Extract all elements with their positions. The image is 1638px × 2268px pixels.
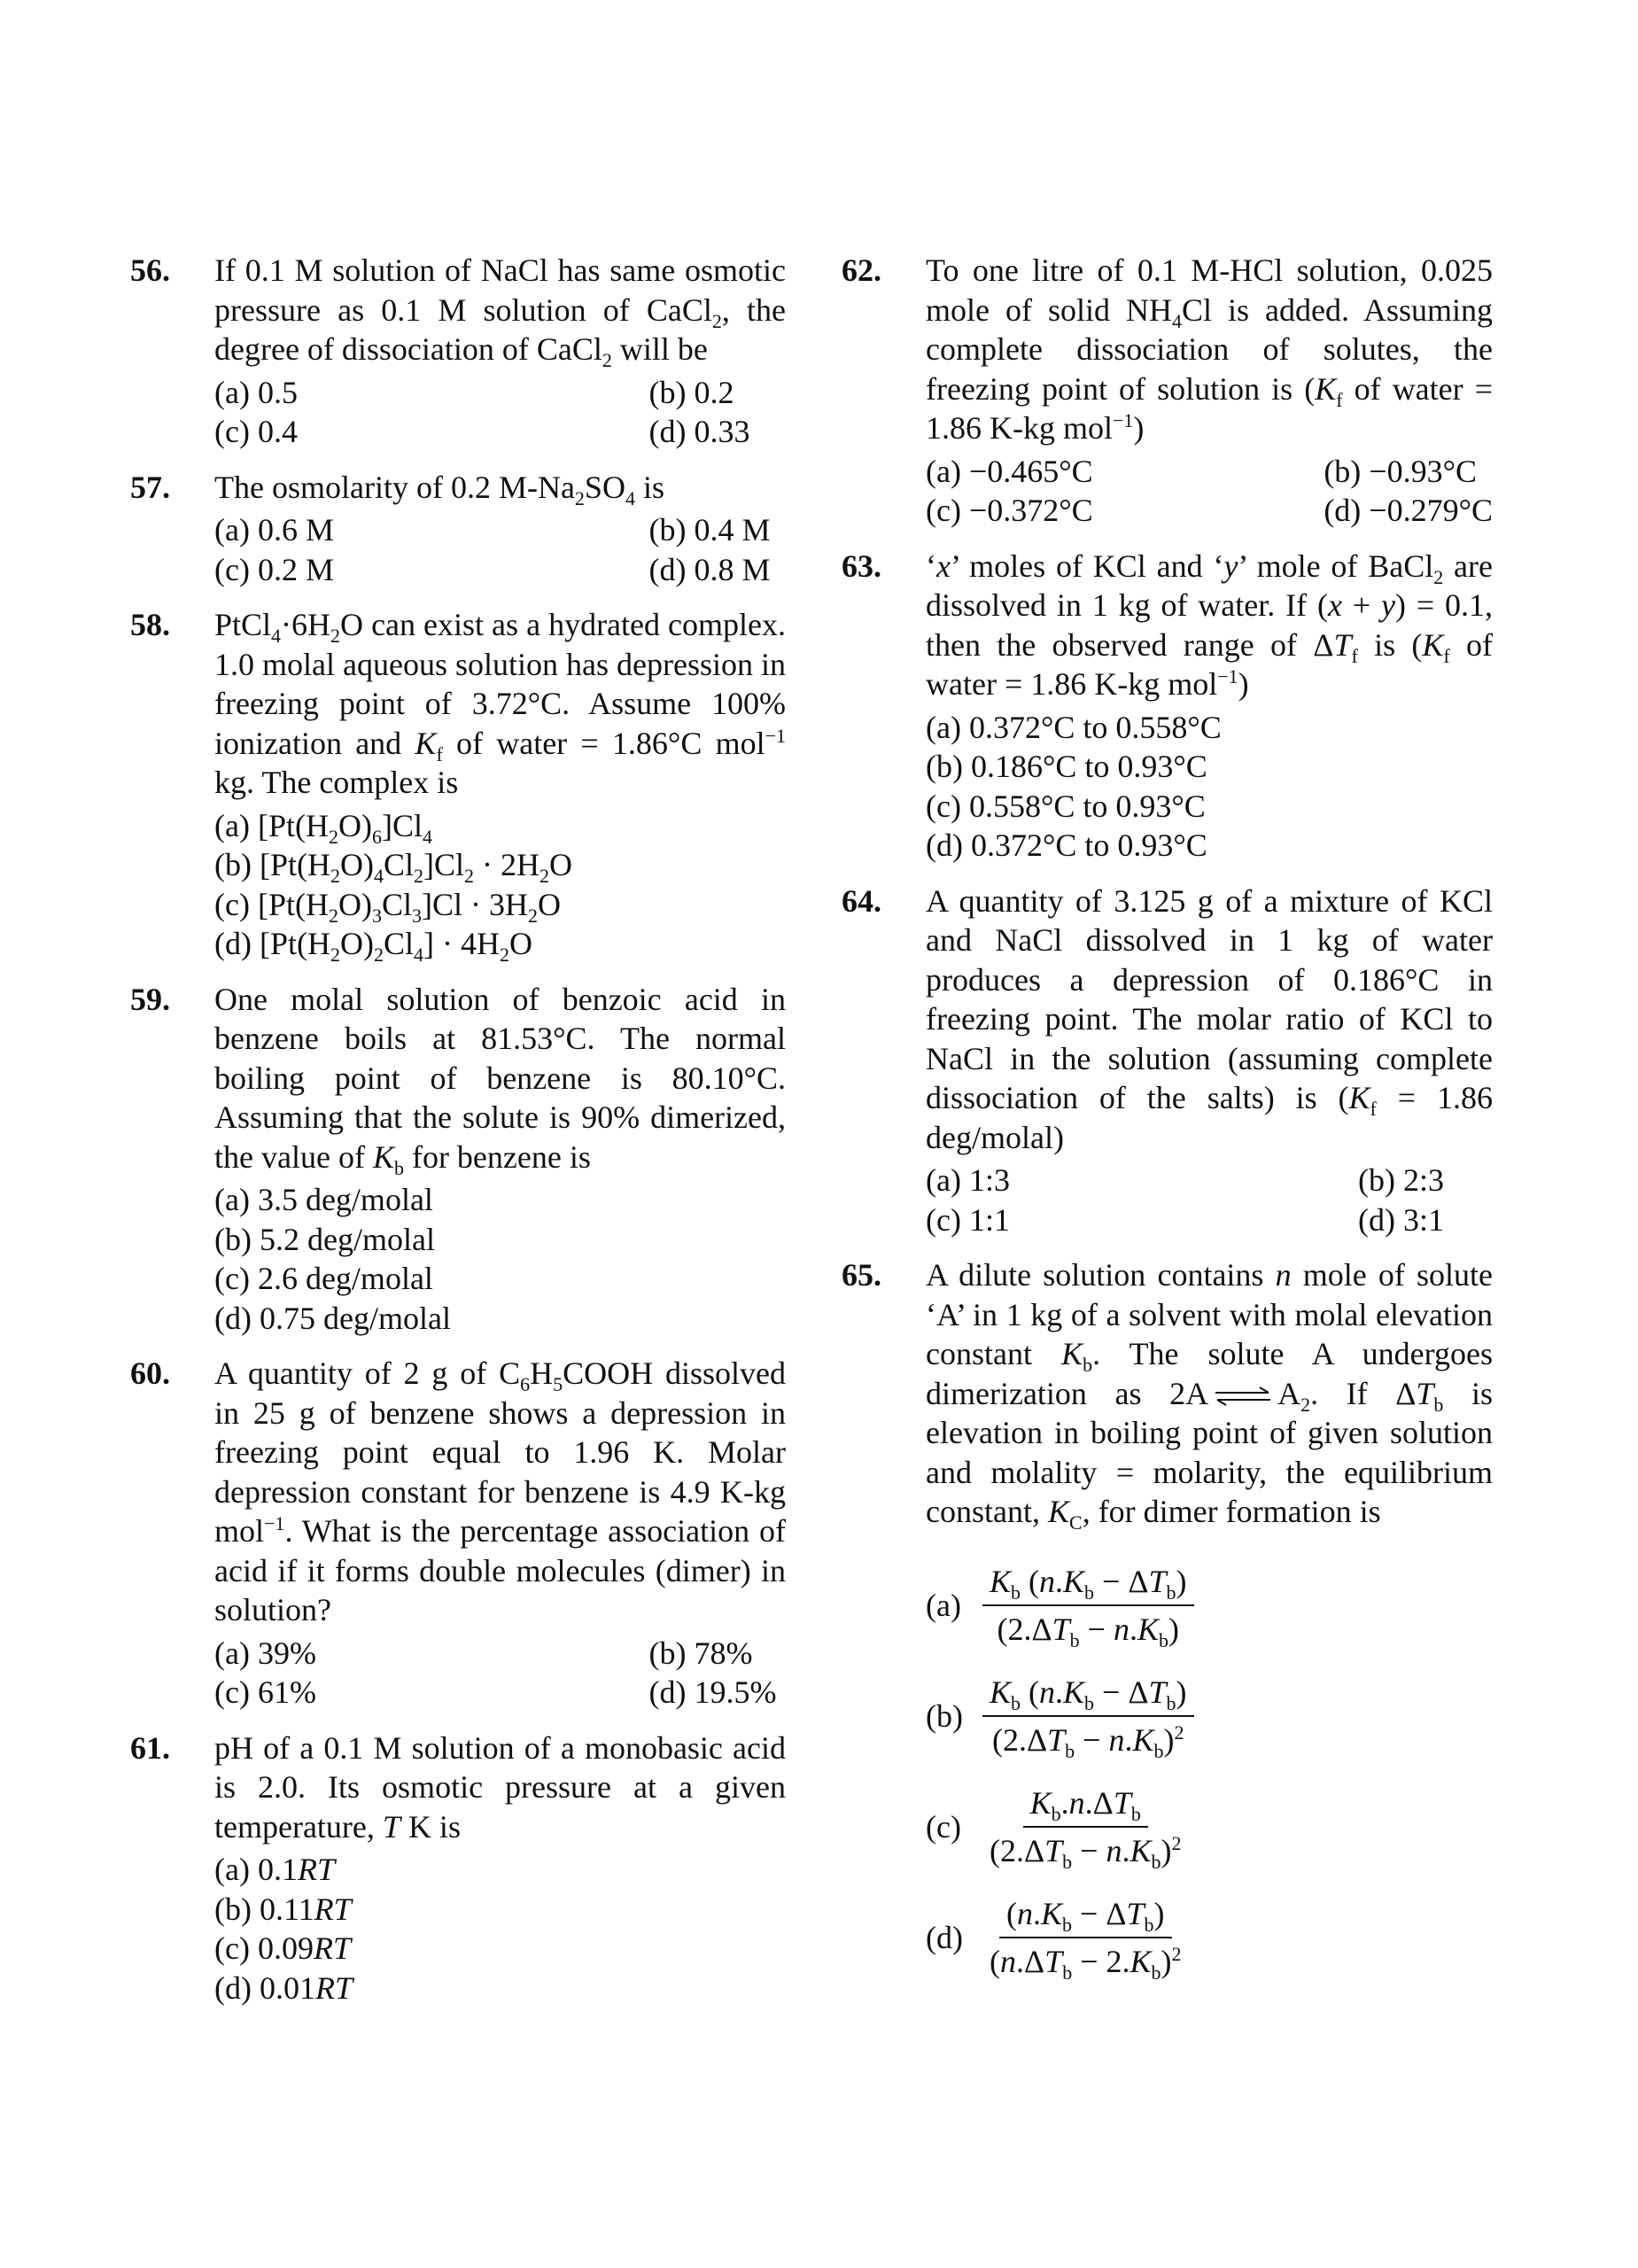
option-a <box>926 1562 1493 1650</box>
question-stem: To one litre of 0.1 M-HCl solution, 0.025 mole of solid $NH_4Cl$ is added. Assuming complete dissociation of solutes, the freezing point of solution is ($K_f$ of water = 1.86 K-kg mol$^{-1}$) <box>926 252 1493 446</box>
options <box>214 1634 786 1713</box>
option-c: (c) 0.558°C to 0.93°C <box>926 788 1206 824</box>
question-57 <box>130 468 786 590</box>
option-label: (c) <box>926 1808 961 1845</box>
question-number: 60. <box>130 1355 170 1391</box>
question-stem: One molal solution of benzoic acid in benzene boils at 81.53°C. The normal boiling point of benzene is 80.10°C. Assuming that the solute is 90% dimerized, the value of $K_b$ for benzene is <box>214 981 786 1179</box>
question-number: 58. <box>130 607 170 642</box>
question-60 <box>130 1354 786 1713</box>
question-number: 57. <box>130 469 170 505</box>
options <box>214 373 786 452</box>
fraction-denominator: $(2.\Delta T_b - n.K_b)^2$ <box>992 1721 1184 1763</box>
fraction-denominator: $(2.\Delta T_b - n.K_b)^2$ <box>990 1832 1182 1874</box>
option-a: (a) $[Pt(H_2O)_6]Cl_4$ <box>214 807 432 848</box>
fraction-numerator: $K_b.n.\Delta T_b$ <box>1023 1783 1148 1829</box>
options <box>214 1180 786 1338</box>
question-number: 65. <box>842 1257 881 1293</box>
fraction-denominator: $(n.\Delta T_b - 2.K_b)^2$ <box>990 1943 1182 1984</box>
option-a: (a) 0.372°C to 0.558°C <box>926 709 1222 745</box>
question-stem: A quantity of 2 g of $C_6H_5COOH$ dissolved in 25 g of benzene shows a depression in freezing point equal to 1.96 K. Molar depression constant for benzene is 4.9 K-kg mol$^{-1}$. What is the percentage association of acid if it forms double molecules (dimer) in solution? <box>214 1355 787 1627</box>
option-d: (d) $[Pt(H_2O)_2Cl_4] \cdot 4H_2O$ <box>214 926 532 967</box>
option-b: (b) 2:3 <box>1358 1162 1444 1198</box>
option-label: (b) <box>926 1697 963 1734</box>
option-a: (a) 39% <box>214 1635 316 1671</box>
option-c: (c) 0.4 <box>214 414 298 449</box>
option-b <box>926 1673 1493 1763</box>
option-label: (d) <box>926 1919 963 1955</box>
question-65 <box>842 1255 1493 1982</box>
option-b: (b) 0.186°C to 0.93°C <box>926 749 1207 784</box>
fraction <box>982 1894 1189 1982</box>
option-a: (a) 3.5 deg/molal <box>214 1182 433 1217</box>
fraction-numerator: $K_b$ $(n.K_b - \Delta T_b)$ <box>982 1673 1194 1718</box>
option-a: (a) 0.1RT <box>214 1852 335 1887</box>
options <box>926 452 1493 531</box>
question-63 <box>842 547 1493 866</box>
option-d: (d) 0.01RT <box>214 1969 353 2006</box>
option-d: (d) 0.8 M <box>648 551 771 587</box>
question-61 <box>130 1728 786 2008</box>
option-c: (c) 1:1 <box>926 1201 1010 1238</box>
fraction-numerator: $(n.K_b - \Delta T_b)$ <box>999 1894 1172 1939</box>
option-c: (c) 2.6 deg/molal <box>214 1261 433 1296</box>
question-stem: A dilute solution contains n mole of solute ‘A’ in 1 kg of a solvent with molal elevation constant $K_b$. The solute A undergoes dimerization as 2A $A_2$. If $\Delta T_b$ is elevation in boiling point of given solution and molality = molarity, the equilibrium constant, $K_C$, for dimer formation is <box>926 1257 1494 1534</box>
option-b: (b) 0.11RT <box>214 1891 352 1927</box>
option-d <box>926 1894 1493 1982</box>
option-c: (c) 61% <box>214 1674 316 1710</box>
right-column <box>842 251 1493 2005</box>
question-number: 61. <box>130 1729 170 1766</box>
option-d: (d) 0.372°C to 0.93°C <box>926 827 1207 863</box>
question-number: 63. <box>842 548 881 584</box>
question-62 <box>842 251 1493 531</box>
question-stem: $PtCl_4\cdot 6H_2O$ can exist as a hydrated complex. 1.0 molal aqueous solution has depression in freezing point of 3.72°C. Assume 100% ionization and $K_f$ of water = 1.86°C mol$^{-1}$ kg. The complex is <box>214 607 786 800</box>
option-b: (b) 0.4 M <box>648 512 771 548</box>
option-d: (d) 0.75 deg/molal <box>214 1300 451 1336</box>
option-b: (b) 5.2 deg/molal <box>214 1221 435 1257</box>
question-number: 64. <box>842 882 881 919</box>
option-b: (b) −0.93°C <box>1324 453 1477 489</box>
question-stem: A quantity of 3.125 g of a mixture of KCl and NaCl dissolved in 1 kg of water produces a depression of 0.186°C in freezing point. The molar ratio of KCl to NaCl in the solution (assuming complete dissociation of the salts) is ($K_f = 1.86$ deg/molal) <box>926 882 1493 1155</box>
left-column <box>130 251 786 2023</box>
option-c: (c) 0.2 M <box>214 551 334 587</box>
option-label: (a) <box>926 1587 961 1623</box>
option-a: (a) 0.5 <box>214 374 298 410</box>
option-d: (d) −0.279°C <box>1324 493 1493 528</box>
question-number: 62. <box>842 252 881 288</box>
options <box>214 510 786 589</box>
fraction <box>982 1673 1194 1763</box>
option-b: (b) $[Pt(H_2O)_4Cl_2]Cl_2 \cdot 2H_2O$ <box>214 847 573 888</box>
question-stem: The osmolarity of 0.2 $M-Na_2SO_4$ is <box>214 469 664 509</box>
options <box>926 1562 1493 1982</box>
option-a: (a) −0.465°C <box>926 453 1093 489</box>
question-58 <box>130 605 786 967</box>
options <box>214 1850 786 2008</box>
fraction-numerator: $K_b$ $(n.K_b - \Delta T_b)$ <box>982 1562 1194 1607</box>
option-c: (c) −0.372°C <box>926 493 1093 528</box>
fraction <box>982 1562 1194 1650</box>
option-b: (b) 0.2 <box>648 374 734 410</box>
option-c: (c) 0.09RT <box>214 1930 351 1966</box>
option-c: (c) $[Pt(H_2O)_3Cl_3]Cl \cdot 3H_2O$ <box>214 886 561 927</box>
question-56 <box>130 251 786 452</box>
question-number: 56. <box>130 252 170 288</box>
options <box>926 708 1493 866</box>
question-59 <box>130 980 786 1339</box>
options <box>926 1161 1493 1239</box>
option-d: (d) 19.5% <box>648 1674 777 1710</box>
question-stem: ‘x’ moles of KCl and ‘y’ mole of BaCl$_2$ are dissolved in 1 kg of water. If (x + y) = 0.1, then the observed range of $\Delta T_f$ is ($K_f$ of water = 1.86 K-kg mol$^{-1}$) <box>926 548 1493 702</box>
options <box>214 806 786 967</box>
option-d: (d) 0.33 <box>648 414 750 449</box>
question-number: 59. <box>130 981 170 1017</box>
equilibrium-arrow-icon <box>1212 1386 1274 1407</box>
fraction-denominator: $(2.\Delta T_b - n.K_b)$ <box>997 1612 1179 1652</box>
fraction <box>982 1783 1189 1874</box>
option-c <box>926 1783 1493 1874</box>
question-64 <box>842 882 1493 1240</box>
option-b: (b) 78% <box>648 1635 753 1671</box>
option-a: (a) 1:3 <box>926 1162 1010 1198</box>
question-stem: If 0.1 M solution of NaCl has same osmotic pressure as 0.1 M solution of CaCl$_2$, the degree of dissociation of CaCl$_2$ will be <box>214 252 786 372</box>
option-a: (a) 0.6 M <box>214 512 334 548</box>
question-stem: pH of a 0.1 M solution of a monobasic acid is 2.0. Its osmotic pressure at a given temperature, T K is <box>214 1729 786 1845</box>
option-d: (d) 3:1 <box>1358 1201 1444 1238</box>
